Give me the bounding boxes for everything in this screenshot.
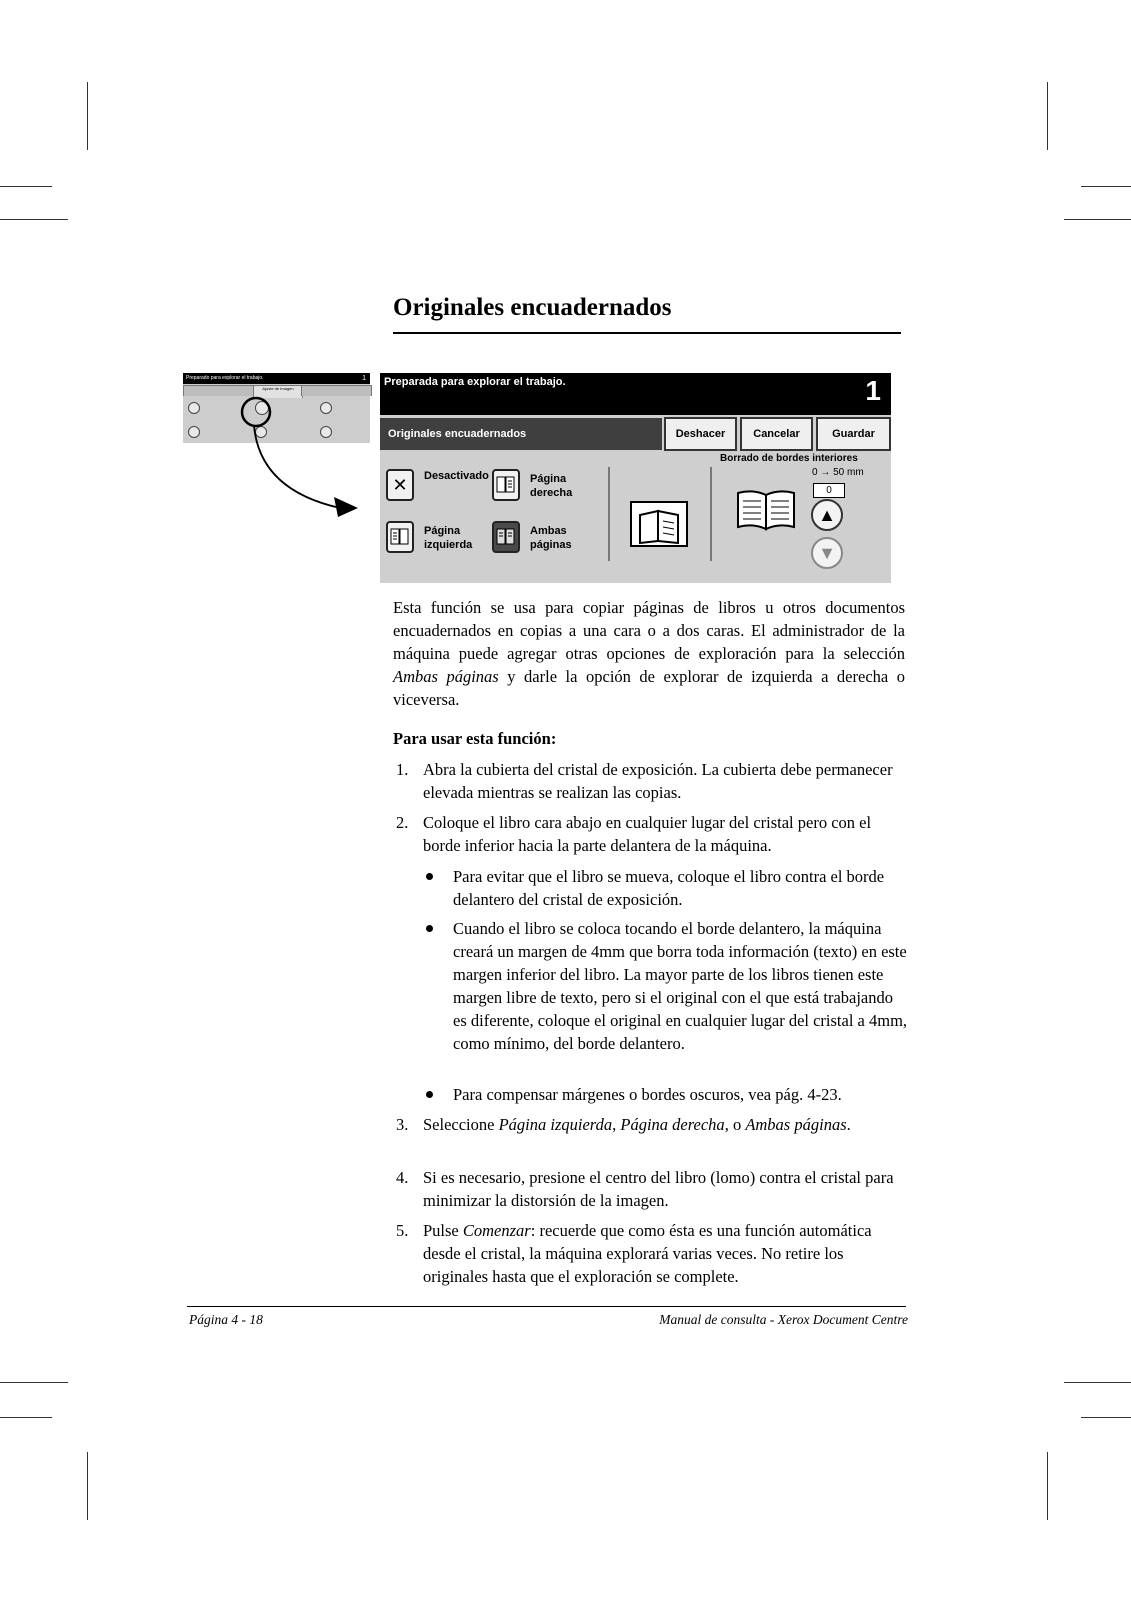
crop-mark [1064,219,1131,220]
touch-screen [380,373,891,583]
crop-mark [1064,1382,1131,1383]
crop-mark [87,1452,88,1520]
option-left-page-label: Página izquierda [424,525,473,551]
mini-status-text: Preparado para explorar el trabajo. [186,375,264,381]
crop-mark [0,186,52,187]
title-rule [393,332,901,334]
crop-mark [0,1382,68,1383]
option-both-pages-label: Ambas páginas [530,525,572,551]
option-right-page-label: Página derecha [530,473,573,499]
crop-mark [1047,82,1048,150]
crop-mark [0,1417,52,1418]
open-book-icon [735,489,797,533]
undo-button[interactable]: Deshacer [664,417,737,451]
erase-range: 0 → 50 mm [812,467,864,478]
erase-value-field[interactable]: 0 [813,483,845,498]
both-pages-book-icon[interactable] [492,521,520,553]
screen-tab-bar [380,417,891,451]
page-title: Originales encuadernados [393,294,672,321]
close-icon[interactable]: ✕ [386,469,414,501]
option-right-page[interactable] [492,469,612,513]
option-off-label: Desactivado [424,470,489,482]
save-button[interactable]: Guardar [816,417,891,451]
screen-feature-tab: Originales encuadernados [380,418,662,450]
book-on-glass-illustration [630,501,688,547]
intro-paragraph: Esta función se usa para copiar páginas de libros u otros documentos encuadernados en copias a una cara o a dos caras. El administrador de la máquina puede agregar otras opciones de exploración para la selección Ambas páginas y darle la opción de explorar de izquierda a derecha o viceversa. [393,598,906,709]
screen-status-number: 1 [865,375,881,406]
crop-mark [1047,1452,1048,1520]
erase-label: Borrado de bordes interiores [720,453,858,464]
mini-tab-label: Ajuste de Imagen [262,386,294,391]
cancel-button[interactable]: Cancelar [740,417,813,451]
mini-feature-icon [188,426,200,438]
subheading: Para usar esta función: [393,729,557,748]
screen-divider [710,467,712,561]
footer-manual-title: Manual de consulta - Xerox Document Centre [659,1312,908,1327]
footer-rule [187,1306,906,1307]
increase-arrow-icon[interactable]: ▲ [811,499,843,531]
option-both-pages[interactable] [492,521,612,565]
screen-status-message: Preparada para explorar el trabajo. [384,376,566,388]
option-off[interactable] [386,469,506,513]
option-left-page[interactable] [386,521,506,565]
crop-mark [1081,1417,1131,1418]
callout-arrow [230,390,370,520]
crop-mark [0,219,68,220]
crop-mark [1081,186,1131,187]
footer-page-number: Página 4 - 18 [189,1312,263,1327]
left-page-book-icon[interactable] [386,521,414,553]
screen-divider [608,467,610,561]
mini-status-number: 1 [362,375,366,382]
screen-status-bar [380,373,891,415]
right-page-book-icon[interactable] [492,469,520,501]
decrease-arrow-icon[interactable]: ▼ [811,537,843,569]
mini-status-bar [183,373,370,384]
crop-mark [87,82,88,150]
mini-feature-icon [188,402,200,414]
